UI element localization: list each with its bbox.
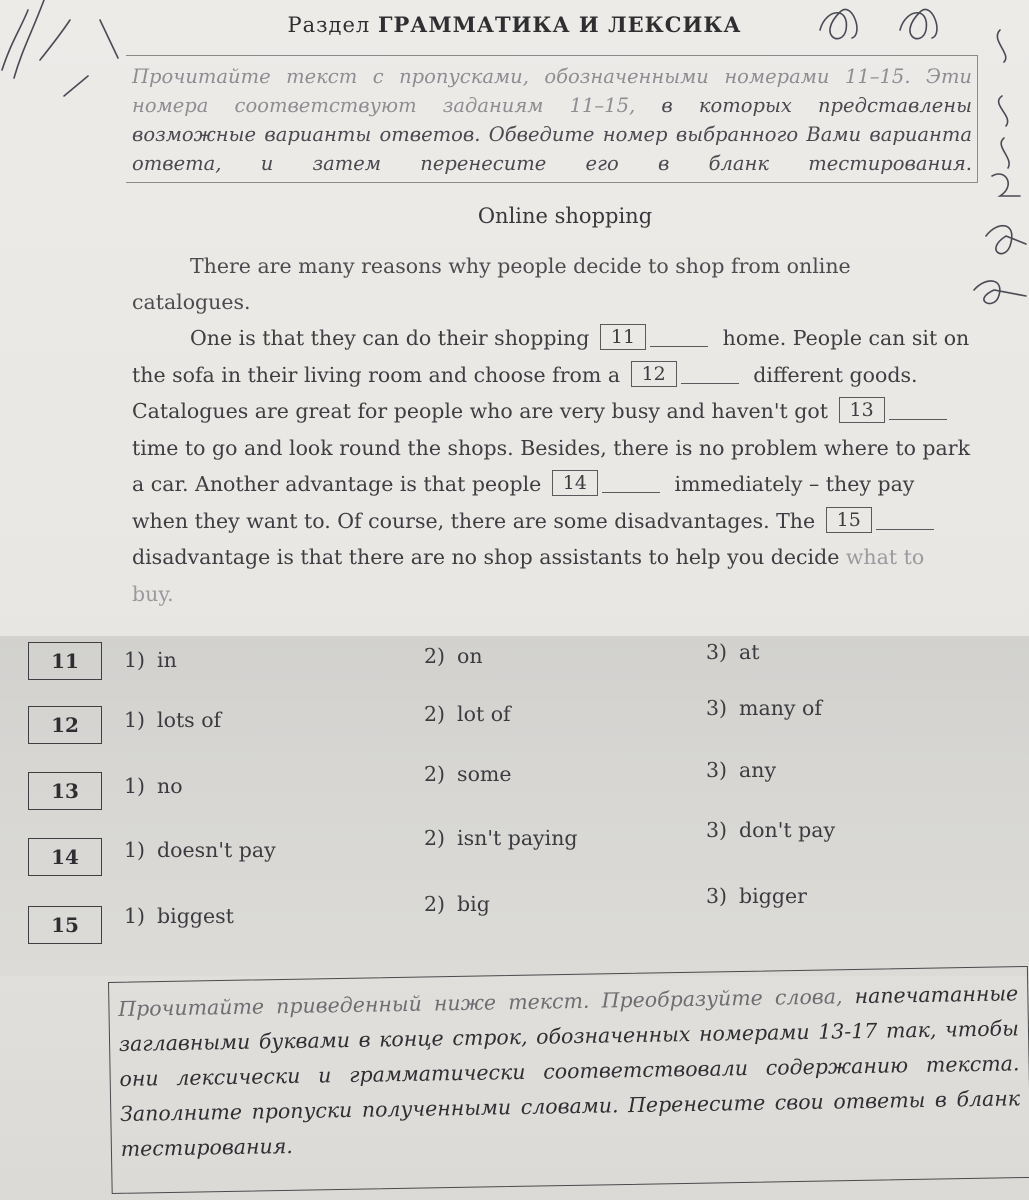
- task-number: 11: [28, 642, 102, 680]
- option[interactable]: [706, 884, 807, 908]
- option-number: 3): [706, 696, 728, 720]
- option-number: 3): [706, 758, 728, 782]
- option[interactable]: [424, 892, 490, 916]
- task-number: 12: [28, 706, 102, 744]
- option-text: some: [457, 762, 512, 786]
- option-text: many of: [739, 696, 822, 720]
- option-number: 1): [124, 708, 146, 732]
- paragraph-main: [132, 320, 972, 612]
- gap-11-box: 11: [600, 324, 646, 350]
- option-text: any: [739, 758, 777, 782]
- option[interactable]: [424, 702, 511, 726]
- section-title: [0, 12, 1029, 37]
- option-text: big: [457, 892, 490, 916]
- option[interactable]: [124, 708, 221, 732]
- instructions-part2: в которых представлены возможные варианты ответов. Обведите номер выбранного Вами варианта ответа, и затем перенесите его в бланк тестирования.: [132, 94, 973, 175]
- gap-14-box: 14: [552, 470, 598, 496]
- option-text: don't pay: [739, 818, 836, 842]
- option-number: 3): [706, 640, 728, 664]
- task-row: [0, 758, 1029, 822]
- option-number: 1): [124, 838, 146, 862]
- text-title: Online shopping: [477, 204, 653, 228]
- gap-15-blank[interactable]: [876, 509, 934, 530]
- option-number: 2): [424, 892, 446, 916]
- option-number: 2): [424, 826, 446, 850]
- option-number: 1): [124, 904, 146, 928]
- instructions-text: [132, 62, 972, 178]
- option[interactable]: [706, 818, 835, 842]
- sentence-3b: time to go and look round the shops. Besides, there is no problem where to park a car. Another advantage is that people: [132, 435, 970, 496]
- option[interactable]: [424, 762, 511, 786]
- gap-13-blank[interactable]: [889, 399, 947, 420]
- paragraph-intro: There are many reasons why people decide to shop from online catalogues.: [132, 254, 851, 314]
- option-text: at: [739, 640, 760, 664]
- option-text: on: [457, 644, 483, 668]
- option[interactable]: [706, 696, 822, 720]
- option[interactable]: [706, 640, 760, 664]
- section-lead: Раздел: [287, 13, 371, 37]
- option[interactable]: [706, 758, 776, 782]
- sentence-5b: disadvantage is that there are no shop assistants to help you decide: [132, 545, 840, 569]
- bottom-instructions-part2: напечатанные заглавными буквами в конце строк, обозначенных номерами 13-17 так, чтобы они лексически и грамматически соответствовали содержанию текста. Заполните пропуски полученными словами. Перенесите свои ответы в бланк тестирования.: [118, 981, 1021, 1161]
- sentence-4b: immediately – they pay when they want to. Of course, there are some disadvantages. The: [132, 472, 915, 533]
- section-heading: ГРАММАТИКА И ЛЕКСИКА: [377, 12, 742, 37]
- option-number: 1): [124, 648, 146, 672]
- instructions-part1: Прочитайте текст с пропусками, обозначенными номерами 11–15. Эти номера соответствуют заданиям 11–15,: [132, 65, 972, 117]
- task-number: 13: [28, 772, 102, 810]
- gap-13-box: 13: [839, 397, 885, 423]
- bottom-instructions-text: [118, 976, 1021, 1167]
- option-text: bigger: [739, 884, 807, 908]
- option-number: 3): [706, 884, 728, 908]
- answer-options: [0, 636, 1029, 976]
- task-row: [0, 818, 1029, 888]
- option[interactable]: [424, 826, 578, 850]
- option-number: 2): [424, 702, 446, 726]
- option-number: 2): [424, 762, 446, 786]
- option-text: biggest: [157, 904, 234, 928]
- option-number: 3): [706, 818, 728, 842]
- option-text: no: [157, 774, 183, 798]
- gap-12-blank[interactable]: [681, 363, 739, 384]
- option[interactable]: [124, 774, 183, 798]
- gap-12-box: 12: [631, 361, 677, 387]
- option-text: lot of: [457, 702, 511, 726]
- task-number: 14: [28, 838, 102, 876]
- bottom-instructions-part1: Прочитайте приведенный ниже текст. Преобразуйте слова,: [118, 984, 843, 1021]
- task-row: [0, 642, 1029, 692]
- option[interactable]: [124, 904, 234, 928]
- sentence-5c: what to buy.: [132, 545, 925, 606]
- option-text: isn't paying: [457, 826, 578, 850]
- gap-11-blank[interactable]: [650, 326, 708, 347]
- sentence-2b: different goods. Catalogues are great for people who are very busy and haven't got: [132, 362, 918, 423]
- option-number: 1): [124, 774, 146, 798]
- task-row: [0, 884, 1029, 956]
- option[interactable]: [124, 648, 177, 672]
- option[interactable]: [424, 644, 483, 668]
- option[interactable]: [124, 838, 276, 862]
- sentence-1b: home. People can sit on the sofa in their living room and choose from a: [132, 326, 970, 387]
- option-number: 2): [424, 644, 446, 668]
- sentence-1a: One is that they can do their shopping: [190, 326, 590, 350]
- option-text: in: [157, 648, 177, 672]
- task-row: [0, 696, 1029, 756]
- task-number: 15: [28, 906, 102, 944]
- gap-15-box: 15: [826, 507, 872, 533]
- option-text: lots of: [157, 708, 222, 732]
- option-text: doesn't pay: [157, 838, 276, 862]
- gap-14-blank[interactable]: [602, 472, 660, 493]
